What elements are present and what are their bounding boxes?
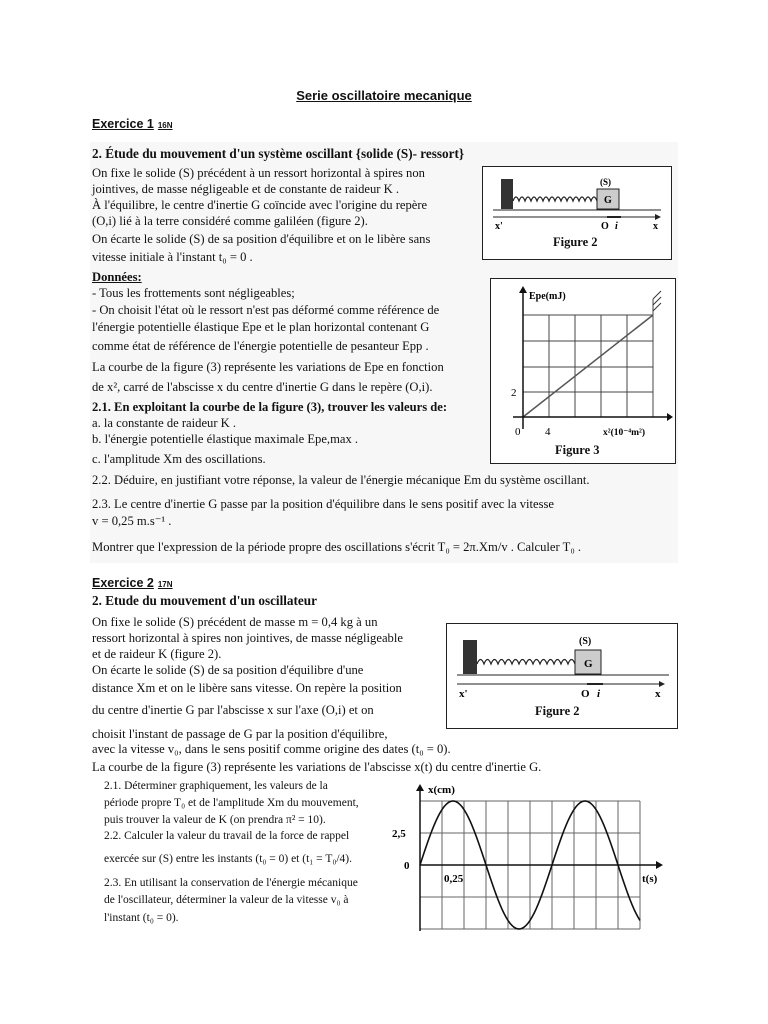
- ex2-q23-line: 2.3. En utilisant la conservation de l'énergie mécanique: [104, 877, 358, 889]
- ex2-line: ressort horizontal à spires non jointives, de masse négligeable: [92, 631, 403, 645]
- ex2-figure-3-chart: [390, 781, 680, 931]
- ex2-line: distance Xm et on le libère sans vitesse. On repère la position: [92, 681, 402, 695]
- ex1-q23-line1: 2.3. Le centre d'inertie G passe par la position d'équilibre dans le sens positif avec la vitesse: [92, 497, 554, 511]
- ex1-section-title: 2. Étude du mouvement d'un système oscillant {solide (S)- ressort}: [92, 146, 465, 161]
- ex1-figure-2-caption: Figure 2: [553, 235, 598, 249]
- tick-x-0: 0: [515, 426, 521, 438]
- ex1-line: (O,i) lié à la terre considéré comme galiléen (figure 2).: [92, 214, 368, 228]
- tick-y: 2: [511, 387, 517, 399]
- ex2-q23-line: de l'oscillateur, déterminer la valeur de la vitesse v₀ à: [104, 894, 349, 906]
- tick-y: 2,5: [392, 828, 406, 840]
- x-axis-arrow: [659, 681, 665, 687]
- x-prime-label: x': [459, 688, 468, 700]
- ex2-line: avec la vitesse v₀, dans le sens positif comme origine des dates (t₀ = 0).: [92, 742, 451, 756]
- ex2-line: On écarte le solide (S) de sa position d'équilibre d'une: [92, 663, 364, 677]
- exercise-1-code: 16N: [157, 121, 173, 130]
- ex2-figure-2-caption: Figure 2: [535, 704, 580, 718]
- tick-zero: 0: [404, 860, 410, 872]
- ex2-q21-line: 2.1. Déterminer graphiquement, les valeurs de la: [104, 780, 328, 792]
- t-axis-arrow: [656, 861, 663, 869]
- ex1-q21: 2.1. En exploitant la courbe de la figure (3), trouver les valeurs de:: [92, 400, 448, 414]
- ex1-q23-line2: v = 0,25 m.s⁻¹ .: [92, 514, 172, 528]
- ex1-line: jointives, de masse négligeable et de constante de raideur K .: [92, 182, 400, 196]
- exercise-2-heading: [92, 576, 173, 590]
- x-axis-arrow: [655, 214, 661, 220]
- ex2-q23-line: l'instant (t₀ = 0).: [104, 912, 179, 924]
- ex2-figure-2: [446, 623, 678, 729]
- hatch-wall: [653, 291, 661, 311]
- solid-label: (S): [579, 636, 592, 647]
- ex1-figure-3-caption: Figure 3: [555, 443, 600, 457]
- exercise-1-title: Exercice 1: [92, 117, 154, 131]
- y-axis-arrow: [519, 286, 527, 293]
- origin-label: O: [581, 688, 590, 700]
- x-axis-arrow: [667, 413, 673, 421]
- grid: [523, 299, 653, 417]
- wall: [501, 179, 513, 209]
- g-label: G: [604, 195, 612, 206]
- exercise-2-scan: [90, 593, 678, 933]
- ex2-q22-line: 2.2. Calculer la valeur du travail de la force de rappel: [104, 830, 350, 842]
- ex2-line: et de raideur K (figure 2).: [92, 647, 222, 661]
- ex1-donnee: comme état de référence de l'énergie potentielle de pesanteur Epp .: [92, 339, 429, 353]
- ex2-q22-line: exercée sur (S) entre les instants (t₀ = 0) et (t₁ = T₀/4).: [104, 853, 353, 865]
- ex1-figure-3-chart: [491, 279, 675, 463]
- ex1-donnees-title: Données:: [92, 270, 142, 284]
- ex1-donnee: La courbe de la figure (3) représente les variations de Epe en fonction: [92, 360, 444, 374]
- page-title: Serie oscillatoire mecanique: [296, 88, 472, 103]
- spring: [477, 660, 575, 665]
- exercise-1-scan: [90, 142, 678, 563]
- ex1-figure-2: [482, 166, 672, 260]
- ex1-line: On fixe le solide (S) précédent à un ressort horizontal à spires non: [92, 166, 425, 180]
- unit-vector-label: i: [615, 221, 618, 232]
- ex1-q23-line3: Montrer que l'expression de la période propre des oscillations s'écrit T₀ = 2π.Xm/v . Calculer T₀ .: [92, 540, 582, 554]
- x-axis-arrow: [416, 784, 424, 791]
- ex2-line: choisit l'instant de passage de G par la position d'équilibre,: [92, 727, 388, 741]
- x-prime-label: x': [495, 221, 503, 232]
- x-label: x: [653, 221, 658, 232]
- g-label: G: [584, 658, 593, 670]
- exercise-2-title: Exercice 2: [92, 576, 154, 590]
- ex1-donnee: - On choisit l'état où le ressort n'est pas déformé comme référence de: [92, 303, 440, 317]
- epe-line: [523, 315, 653, 417]
- y-axis-label: Epe(mJ): [529, 291, 566, 302]
- ex2-line: La courbe de la figure (3) représente les variations de l'abscisse x(t) du centre d'inertie G.: [92, 760, 542, 774]
- ex1-figure-3: [490, 278, 676, 464]
- ex2-line: du centre d'inertie G par l'abscisse x sur l'axe (O,i) et on: [92, 703, 374, 717]
- tick-x: 0,25: [444, 873, 464, 885]
- ex1-donnee: de x², carré de l'abscisse x du centre d'inertie G dans le repère (O,i).: [92, 380, 433, 394]
- ex1-q21c: c. l'amplitude Xm des oscillations.: [92, 452, 266, 466]
- ex1-line: On écarte le solide (S) de sa position d'équilibre et on le libère sans: [92, 232, 431, 246]
- ex1-donnee: l'énergie potentielle élastique Epe et le plan horizontal contenant G: [92, 320, 430, 334]
- y-axis-label: x(cm): [428, 784, 455, 796]
- unit-vector-label: i: [597, 688, 601, 700]
- tick-x-4: 4: [545, 426, 551, 438]
- x-axis-label: x²(10⁻⁴m²): [603, 428, 646, 438]
- t-axis-label: t(s): [642, 873, 658, 885]
- ex2-q21-line: puis trouver la valeur de K (on prendra π² = 10).: [104, 814, 326, 826]
- ex2-q21-line: période propre T₀ et de l'amplitude Xm du mouvement,: [104, 797, 359, 809]
- solid-label: (S): [600, 177, 611, 187]
- ex1-donnee: - Tous les frottements sont négligeables;: [92, 286, 295, 300]
- x-label: x: [655, 688, 661, 700]
- ex2-figure-3: [390, 781, 680, 931]
- exercise-1-heading: [92, 117, 173, 131]
- ex1-q21b: b. l'énergie potentielle élastique maximale Epe,max .: [92, 432, 359, 446]
- wall: [463, 640, 477, 674]
- ex1-q21a: a. la constante de raideur K .: [92, 416, 237, 430]
- spring: [513, 197, 597, 201]
- ex2-section-title: 2. Etude du mouvement d'un oscillateur: [92, 593, 317, 608]
- ex1-q22: 2.2. Déduire, en justifiant votre réponse, la valeur de l'énergie mécanique Em du système oscillant.: [92, 473, 590, 487]
- exercise-2-code: 17N: [157, 580, 173, 589]
- ex1-line: À l'équilibre, le centre d'inertie G coïncide avec l'origine du repère: [92, 198, 428, 212]
- origin-label: O: [601, 221, 609, 232]
- ex2-line: On fixe le solide (S) précédent de masse m = 0,4 kg à un: [92, 615, 378, 629]
- ex1-line: vitesse initiale à l'instant t₀ = 0 .: [92, 250, 253, 264]
